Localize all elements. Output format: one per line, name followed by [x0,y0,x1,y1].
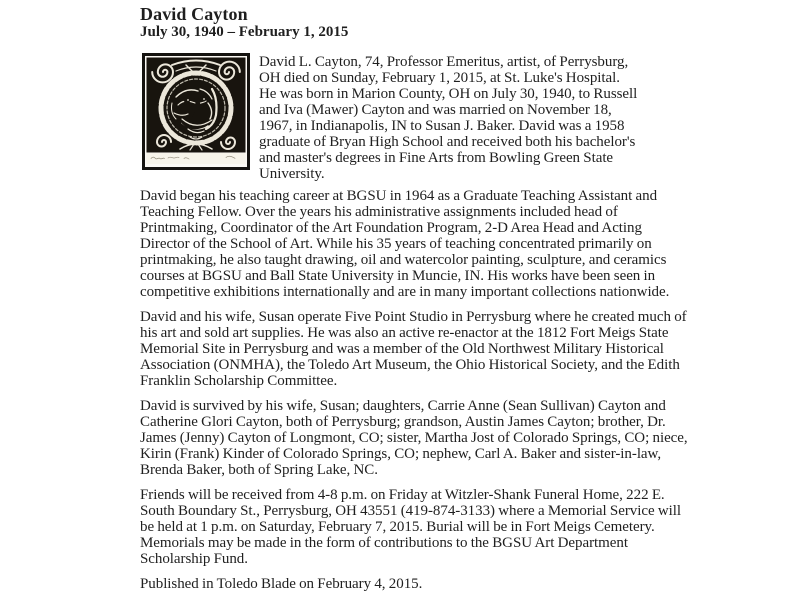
paragraph-intro: David L. Cayton, 74, Professor Emeritus, artist, of Perrysburg, OH died on Sunday, February 1, 2015, at St. Luke's Hospital. He was born in Marion County, OH on July 30, 1940, to Russell and Iva (Mawer) Cayton and was married on November 18, 1967, in Indianapolis, IN to Susan J. Baker. David was a 1958 graduate of Bryan High School and received both his bachelor's and master's degrees in Fine Arts from Bowling Green State University. [259,54,638,182]
intro-row [140,53,692,182]
published-line: Published in Toledo Blade on February 4, 2015. [140,576,423,592]
woodcut-print-image [142,53,250,170]
woodcut-print-graphic [142,53,250,170]
paragraph-career: David began his teaching career at BGSU in 1964 as a Graduate Teaching Assistant and Teaching Fellow. Over the years his administrative assignments included head of Printmaking, Coordinator of the Art Foundation Program, 2-D Area Head and Acting Director of the School of Art. While his 35 years of teaching concentrated primarily on printmaking, he also taught drawing, oil and watercolor painting, sculpture, and ceramics courses at BGSU and Ball State University in Muncie, IN. His works have been seen in competitive exhibitions internationally and are in many important collections nationwide. [140,188,670,300]
obituary-content [140,4,692,600]
paragraph-survivors: David is survived by his wife, Susan; daughters, Carrie Anne (Sean Sullivan) Cayton and Catherine Glori Cayton, both of Perrysburg; grandson, Austin James Cayton; brother, Dr. James (Jenny) Cayton of Longmont, CO; sister, Martha Jost of Colorado Springs, CO; niece, Kirin (Frank) Kinder of Colorado Springs, CO; nephew, Carl A. Baker and sister-in-law, Brenda Baker, both of Spring Lake, NC. [140,398,688,478]
paragraph-services: Friends will be received from 4-8 p.m. on Friday at Witzler-Shank Funeral Home, 222 E. South Boundary St., Perrysburg, OH 43551 (419-874-3133) where a Memorial Service will be held at 1 p.m. on Saturday, February 7, 2015. Burial will be in Fort Meigs Cemetery. Memorials may be made in the form of contributions to the BGSU Art Department Scholarship Fund. [140,487,681,567]
artist-signature-marks [147,153,246,164]
deceased-name: David Cayton [140,4,248,24]
life-dates: July 30, 1940 – February 1, 2015 [140,24,349,40]
obituary-header [140,4,692,41]
paragraph-community: David and his wife, Susan operate Five Point Studio in Perrysburg where he created much of his art and sold art supplies. He was also an active re-enactor at the 1812 Fort Meigs State Memorial Site in Perrysburg and was a member of the Old Northwest Military Historical Association (ONMHA), the Toledo Art Museum, the Ohio Historical Society, and the Edith Franklin Scholarship Committee. [140,309,687,389]
